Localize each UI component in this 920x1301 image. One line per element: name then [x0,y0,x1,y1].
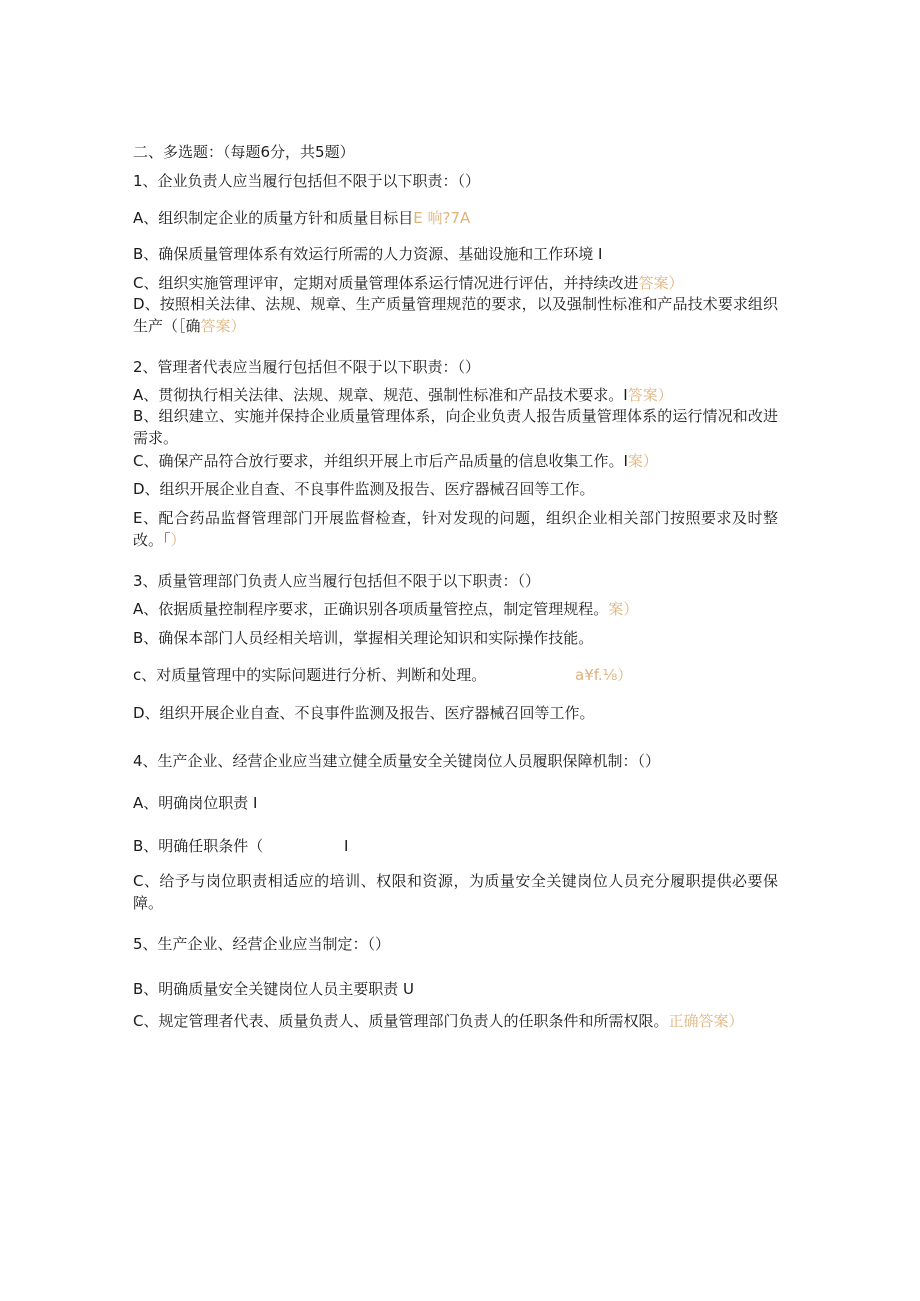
question-3-stem: 3、质量管理部门负责人应当履行包括但不限于以下职责：（） [133,572,541,590]
option-text: A、明确岗位职责 I [133,794,258,812]
question-5-stem: 5、生产企业、经营企业应当制定：（） [133,935,391,953]
option-text: E、配合药品监督管理部门开展监督检查，针对发现的问题，组织企业相关部门按照要求及时整改。「 [133,509,778,549]
answer-mark: ） [170,531,186,549]
option-text: D、组织开展企业自查、不良事件监测及报告、医疗器械召回等工作。 [133,704,595,722]
question-1-option-d [133,293,778,337]
option-text: C、组织实施管理评审，定期对质量管理体系运行情况进行评估，并持续改进 [133,274,639,292]
answer-mark: E 响?7A [413,209,471,227]
answer-mark: 正确答案） [668,1012,744,1030]
option-text: B、明确质量安全关键岗位人员主要职责 U [133,980,415,998]
question-3-option-a [133,598,778,620]
option-text: c、对质量管理中的实际问题进行分析、判断和处理。 [133,666,487,684]
question-2-option-e [133,507,778,551]
question-3-option-d [133,702,778,724]
question-2-option-c [133,450,778,472]
option-text: C、规定管理者代表、质量负责人、质量管理部门负责人的任职条件和所需权限。 [133,1012,669,1030]
question-2-stem: 2、管理者代表应当履行包括但不限于以下职责：（） [133,358,481,376]
question-4-option-b [133,835,778,857]
question-2-option-b [133,405,778,449]
section-title: 二、多选题：（每题6分，共5题） [133,143,355,161]
question-4-stem: 4、生产企业、经营企业应当建立健全质量安全关键岗位人员履职保障机制：（） [133,752,661,770]
option-text: B、确保质量管理体系有效运行所需的人力资源、基础设施和工作环境 I [133,245,603,263]
question-1-stem: 1、企业负责人应当履行包括但不限于以下职责：（） [133,172,481,190]
question-4-option-a [133,792,778,814]
answer-mark: 案） [608,600,639,618]
option-text: A、组织制定企业的质量方针和质量目标目 [133,209,414,227]
option-text: B、组织建立、实施并保持企业质量管理体系，向企业负责人报告质量管理体系的运行情况和改进需求。 [133,407,778,447]
option-text: B、确保本部门人员经相关培训，掌握相关理论知识和实际操作技能。 [133,629,594,647]
question-1-option-a [133,207,778,229]
question-1-option-b [133,243,778,265]
question-3-option-c [133,664,778,686]
answer-mark: 答案） [627,386,673,404]
question-4-option-c [133,870,778,914]
answer-mark: 答案） [638,274,684,292]
question-2-option-d [133,478,778,500]
option-tail: I [344,837,349,855]
option-text: A、贯彻执行相关法律、法规、规章、规范、强制性标准和产品技术要求。I [133,386,628,404]
option-text: B、明确任职条件（ [133,837,264,855]
option-text: A、依据质量控制程序要求，正确识别各项质量管控点，制定管理规程。 [133,600,609,618]
option-text: D、按照相关法律、法规、规章、生产质量管理规范的要求，以及强制性标准和产品技术要求组织生产（［确 [133,295,778,335]
answer-mark: 答案） [200,317,246,335]
question-5-option-c [133,1010,778,1032]
question-1-option-c [133,272,778,294]
option-text: C、给予与岗位职责相适应的培训、权限和资源，为质量安全关键岗位人员充分履职提供必要保障。 [133,872,778,912]
answer-mark: a¥f.⅛） [575,666,633,684]
question-3-option-b [133,627,778,649]
option-text: C、确保产品符合放行要求，并组织开展上市后产品质量的信息收集工作。I [133,452,628,470]
option-text: D、组织开展企业自查、不良事件监测及报告、医疗器械召回等工作。 [133,480,595,498]
question-5-option-b [133,978,778,1000]
answer-mark: 案） [627,452,658,470]
question-2-option-a [133,384,778,406]
